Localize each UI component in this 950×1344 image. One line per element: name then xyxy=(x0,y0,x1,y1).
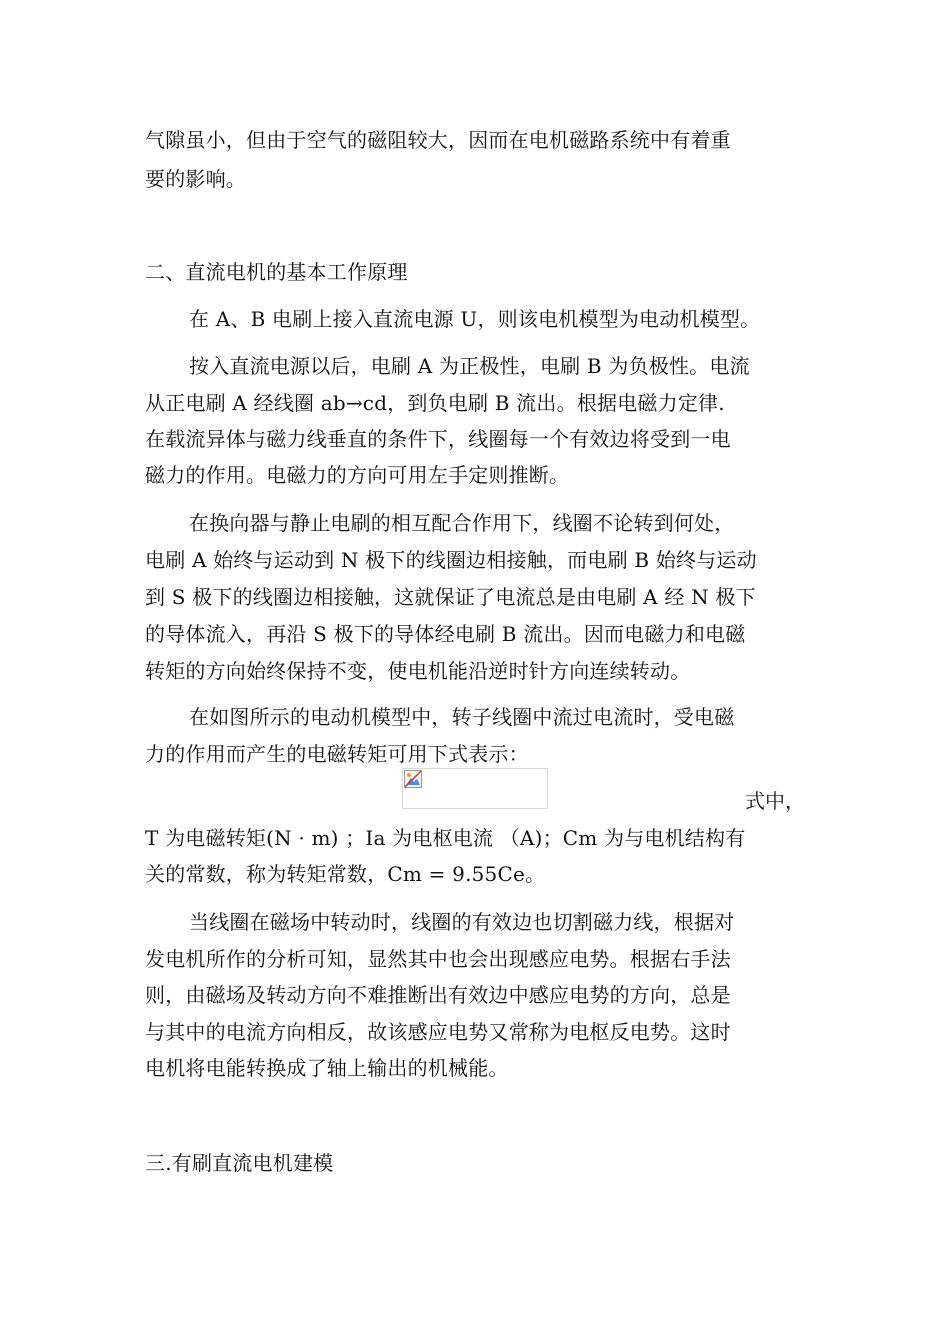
intro-line-1: 气隙虽小，但由于空气的磁阻较大，因而在电机磁路系统中有着重 xyxy=(145,128,731,152)
intro-line-2: 要的影响。 xyxy=(145,167,246,191)
paragraph-line: 在载流异体与磁力线垂直的条件下，线圈每一个有效边将受到一电 xyxy=(145,427,731,451)
paragraph-line: 的导体流入，再沿 S 极下的导体经电刷 B 流出。因而电磁力和电磁 xyxy=(145,622,746,646)
paragraph-line: 力的作用而产生的电磁转矩可用下式表示： xyxy=(145,742,529,766)
paragraph-line: 电机将电能转换成了轴上输出的机械能。 xyxy=(145,1056,509,1080)
paragraph-line: 到 S 极下的线圈边相接触，这就保证了电流总是由电刷 A 经 N 极下 xyxy=(145,585,756,609)
paragraph-line: 转矩的方向始终保持不变，使电机能沿逆时针方向连续转动。 xyxy=(145,659,691,683)
paragraph-line: 发电机所作的分析可知，显然其中也会出现感应电势。根据右手法 xyxy=(145,947,731,971)
formula-suffix: 式中， xyxy=(745,789,805,813)
paragraph-line: 在 A、B 电刷上接入直流电源 U，则该电机模型为电动机模型。 xyxy=(189,307,761,331)
paragraph-line: 关的常数，称为转矩常数，Cm = 9.55Ce。 xyxy=(145,862,546,886)
broken-image-icon xyxy=(404,770,422,788)
paragraph-line: 当线圈在磁场中转动时，线圈的有效边也切割磁力线，根据对 xyxy=(189,910,735,934)
section-3-heading: 三.有刷直流电机建模 xyxy=(145,1151,334,1175)
paragraph-line: 在如图所示的电动机模型中，转子线圈中流过电流时，受电磁 xyxy=(189,705,735,729)
paragraph-line: 在换向器与静止电刷的相互配合作用下，线圈不论转到何处， xyxy=(189,511,735,535)
section-2-heading: 二、直流电机的基本工作原理 xyxy=(145,260,408,284)
paragraph-line: T 为电磁转矩(N · m) ；Ia 为电枢电流 （A)；Cm 为与电机结构有 xyxy=(145,826,746,850)
paragraph-line: 从正电刷 A 经线圈 ab→cd，到负电刷 B 流出。根据电磁力定律. xyxy=(145,391,725,415)
paragraph-line: 电刷 A 始终与运动到 N 极下的线圈边相接触，而电刷 B 始终与运动 xyxy=(145,548,757,572)
paragraph-line: 与其中的电流方向相反，故该感应电势又常称为电枢反电势。这时 xyxy=(145,1020,731,1044)
paragraph-line: 则，由磁场及转动方向不难推断出有效边中感应电势的方向，总是 xyxy=(145,983,731,1007)
formula-image xyxy=(402,768,548,809)
paragraph-line: 按入直流电源以后，电刷 A 为正极性，电刷 B 为负极性。电流 xyxy=(189,354,750,378)
paragraph-line: 磁力的作用。电磁力的方向可用左手定则推断。 xyxy=(145,463,570,487)
